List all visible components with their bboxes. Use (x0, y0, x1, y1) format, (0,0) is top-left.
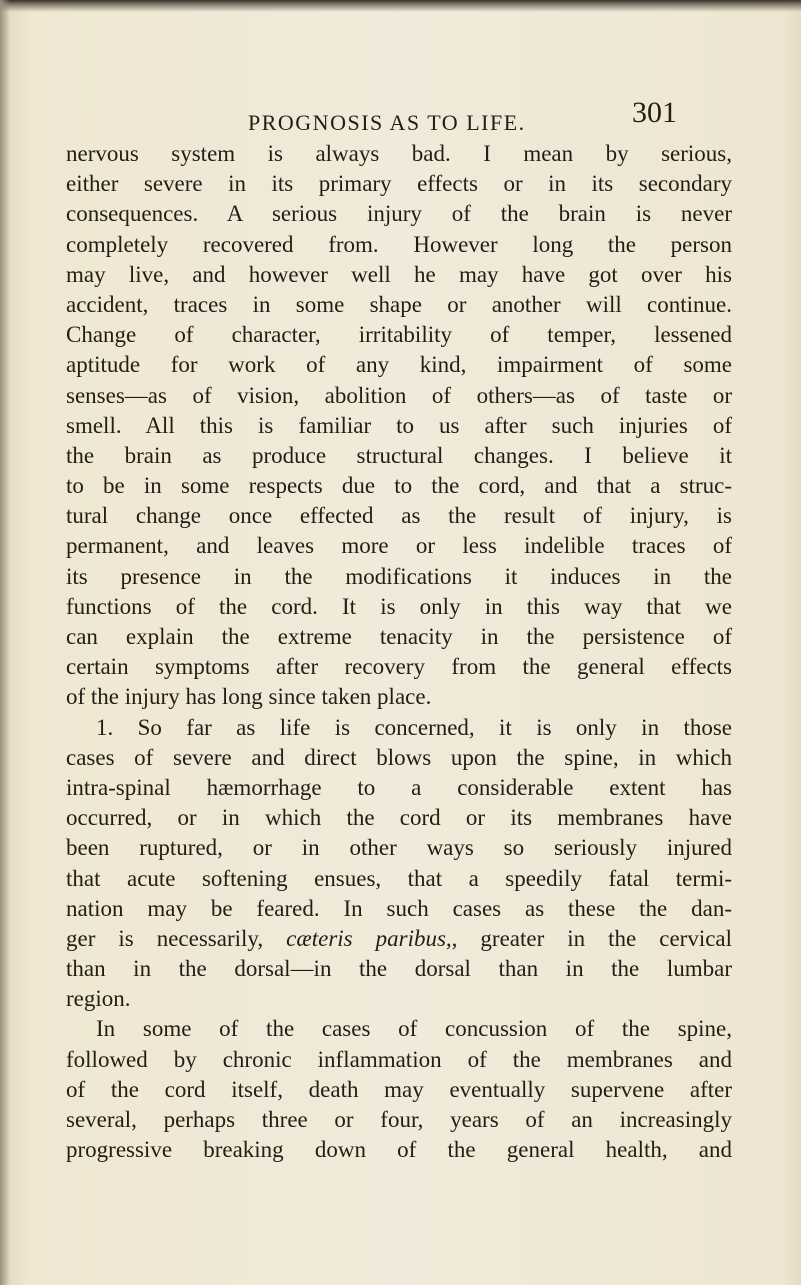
text-line: permanent, and leaves more or less indelible traces of (66, 533, 732, 559)
text-line: either severe in its primary effects or in its secondary (66, 171, 732, 197)
text-line: progressive breaking down of the general health, and (66, 1137, 732, 1163)
text-line-with-italic (66, 924, 732, 954)
text-line: aptitude for work of any kind, impairment of some (66, 352, 732, 378)
paragraph-end-line: of the injury has long since taken place. (66, 684, 432, 710)
text-line: functions of the cord. It is only in this way that we (66, 593, 732, 619)
text-line: tural change once effected as the result of injury, is (66, 503, 732, 529)
text-line: occurred, or in which the cord or its membranes have (66, 805, 732, 831)
text-line: of the cord itself, death may eventually supervene after (66, 1076, 732, 1102)
text-line: may live, and however well he may have got over his (66, 261, 732, 287)
text-line: nervous system is always bad. I mean by serious, (66, 141, 732, 166)
paragraph-first-line: In some of the cases of concussion of the spine, (96, 1016, 732, 1042)
paragraph-end-line: region. (66, 986, 131, 1012)
page-number: 301 (632, 96, 677, 129)
page-header (0, 96, 801, 136)
text-line: can explain the extreme tenacity in the persistence of (66, 624, 732, 649)
text-line: its presence in the modifications it induces in the (66, 563, 732, 589)
running-head: PROGNOSIS AS TO LIFE. (248, 110, 526, 135)
text-segment: , greater in the cervical (451, 925, 733, 951)
text-line: that acute softening ensues, that a speedily fatal termi- (66, 865, 732, 891)
text-line: followed by chronic inflammation of the membranes and (66, 1046, 732, 1072)
body-text (66, 139, 732, 1165)
text-line: smell. All this is familiar to us after such injuries of (66, 412, 732, 438)
page-gutter-shadow (0, 0, 10, 1285)
text-line: Change of character, irritability of temper, lessened (66, 322, 732, 348)
text-line: certain symptoms after recovery from the general effects (66, 654, 732, 680)
text-line: nation may be feared. In such cases as these the dan- (66, 895, 732, 921)
text-line: consequences. A serious injury of the brain is never (66, 201, 732, 227)
text-line: accident, traces in some shape or another will continue. (66, 291, 732, 317)
text-line: completely recovered from. However long the person (66, 231, 732, 257)
text-line: intra-spinal hæmorrhage to a considerable extent has (66, 774, 732, 800)
italic-phrase: cæteris paribus, (286, 925, 452, 951)
text-line: been ruptured, or in other ways so seriously injured (66, 835, 732, 861)
text-line: senses—as of vision, abolition of others—as of taste or (66, 382, 732, 408)
text-line: the brain as produce structural changes. I believe it (66, 442, 732, 468)
text-line: to be in some respects due to the cord, and that a struc- (66, 473, 732, 499)
text-segment: ger is necessarily, (66, 925, 264, 951)
text-line: several, perhaps three or four, years of an increasingly (66, 1107, 732, 1132)
text-line: cases of severe and direct blows upon the spine, in which (66, 744, 732, 770)
paragraph-first-line: 1. So far as life is concerned, it is only in those (96, 714, 732, 740)
text-line: than in the dorsal—in the dorsal than in the lumbar (66, 956, 732, 982)
page-top-shadow (0, 0, 801, 12)
